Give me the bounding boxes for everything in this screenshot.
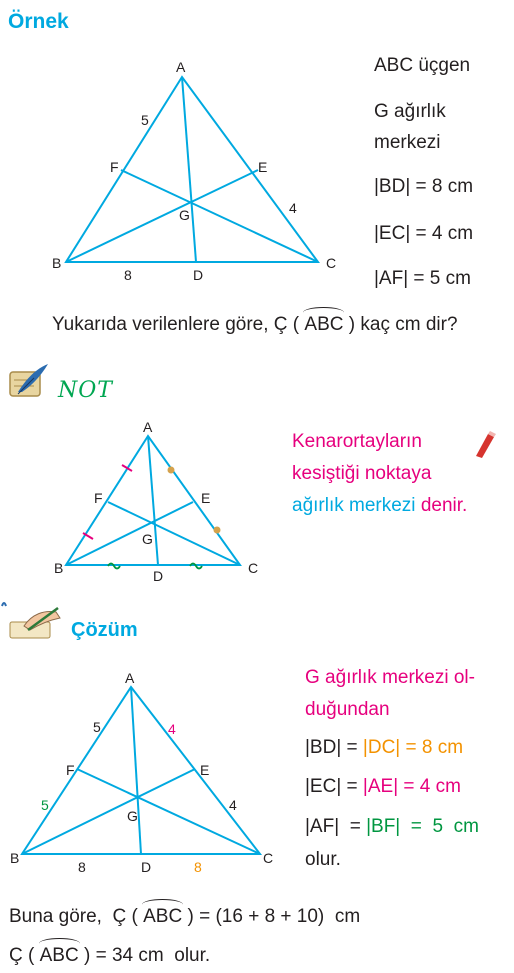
- solution-eq-af: [305, 816, 479, 838]
- question-arc-abc: ABC: [304, 314, 344, 335]
- eq-af-left: |AF| =: [305, 816, 367, 837]
- vertex-b-label: B: [10, 850, 20, 866]
- note-term: ağırlık merkezi: [292, 495, 416, 516]
- solution-eq-ec: [305, 776, 461, 798]
- eq-bd-right: = 8 cm: [400, 737, 464, 758]
- median-ad: [131, 687, 141, 854]
- eq-bf: |BF|: [366, 816, 401, 837]
- note-triangle-figure: [40, 415, 280, 585]
- point-d-label: D: [141, 859, 152, 875]
- length-dc-label: 8: [194, 859, 202, 875]
- result1-prefix: Buna göre, Ç (: [9, 906, 138, 927]
- length-bf-label: 5: [41, 797, 49, 813]
- note-text-line1: Kenarortayların: [292, 431, 422, 452]
- dot-mark-ec: [214, 527, 221, 534]
- solution-result-line1: [9, 906, 360, 928]
- result2-arc-abc: ABC: [39, 945, 79, 966]
- result1-suffix: ) = (16 + 8 + 10) cm: [187, 906, 361, 927]
- result2-suffix: ) = 34 cm olur.: [83, 945, 211, 966]
- dot-mark-ae: [168, 467, 175, 474]
- result1-arc-abc: ABC: [143, 906, 183, 927]
- vertex-c-label: C: [326, 255, 337, 271]
- vertex-c-label: C: [263, 850, 274, 866]
- point-e-label: E: [258, 159, 268, 175]
- length-bd-label: 8: [78, 859, 86, 875]
- point-f-label: F: [94, 490, 103, 506]
- question-prefix: Yukarıda verilenlere göre, Ç (: [52, 314, 300, 335]
- length-af-label: 5: [141, 112, 149, 128]
- eq-af-right: = 5 cm: [400, 816, 479, 837]
- length-ec-label: 4: [229, 797, 237, 813]
- solution-result-line2: [9, 945, 210, 967]
- median-cf: [121, 170, 318, 262]
- example-heading: Örnek: [8, 10, 69, 33]
- vertex-a-label: A: [143, 419, 153, 435]
- vertex-b-label: B: [54, 560, 64, 576]
- result2-prefix: Ç (: [9, 945, 35, 966]
- solution-triangle-figure: [0, 665, 290, 880]
- pencil-icon: [472, 430, 496, 458]
- solution-line-end: olur.: [305, 849, 341, 870]
- length-af-label: 5: [93, 719, 101, 735]
- centroid-g-label: G: [142, 531, 153, 547]
- solution-eq-bd: [305, 737, 463, 759]
- given-bd: |BD| = 8 cm: [374, 176, 474, 197]
- question-suffix: ) kaç cm dir?: [348, 314, 458, 335]
- eq-dc: |DC|: [362, 737, 401, 758]
- length-bd-label: 8: [124, 267, 132, 283]
- solution-line2: duğundan: [305, 699, 390, 720]
- eq-ec-left: |EC| =: [305, 776, 363, 797]
- solution-heading: Çözüm: [71, 619, 138, 641]
- eq-bd-left: |BD| =: [305, 737, 363, 758]
- given-centroid-line2: merkezi: [374, 132, 441, 153]
- median-ad: [182, 77, 196, 262]
- triangle-abc: [22, 687, 260, 854]
- point-e-label: E: [200, 762, 210, 778]
- point-e-label: E: [201, 490, 211, 506]
- length-ec-label: 4: [289, 200, 297, 216]
- point-f-label: F: [110, 159, 119, 175]
- centroid-g-label: G: [179, 207, 190, 223]
- point-f-label: F: [66, 762, 75, 778]
- given-af: |AF| = 5 cm: [374, 268, 471, 289]
- point-d-label: D: [153, 568, 164, 584]
- eq-ae: |AE|: [362, 776, 399, 797]
- vertex-b-label: B: [52, 255, 62, 271]
- note-term-suffix: denir.: [420, 495, 468, 516]
- eq-ec-right: = 4 cm: [398, 776, 461, 797]
- note-text-line3: [292, 495, 467, 517]
- point-d-label: D: [193, 267, 204, 283]
- vertex-c-label: C: [248, 560, 259, 576]
- given-triangle: ABC üçgen: [374, 55, 471, 76]
- triangle-abc: [66, 77, 318, 262]
- vertex-a-label: A: [176, 59, 186, 75]
- note-heading: NOT: [58, 378, 113, 403]
- writing-hand-icon: [0, 600, 66, 642]
- centroid-g-label: G: [127, 808, 138, 824]
- vertex-a-label: A: [125, 670, 135, 686]
- given-ec: |EC| = 4 cm: [374, 223, 474, 244]
- note-text-line2: kesiştiği noktaya: [292, 463, 432, 484]
- example-question: [52, 314, 458, 336]
- example-triangle-figure: [0, 55, 360, 285]
- quill-scroll-icon: [4, 362, 50, 402]
- length-ae-label: 4: [168, 721, 176, 737]
- solution-line1: G ağırlık merkezi ol-: [305, 667, 475, 688]
- given-centroid-line1: G ağırlık: [374, 101, 446, 122]
